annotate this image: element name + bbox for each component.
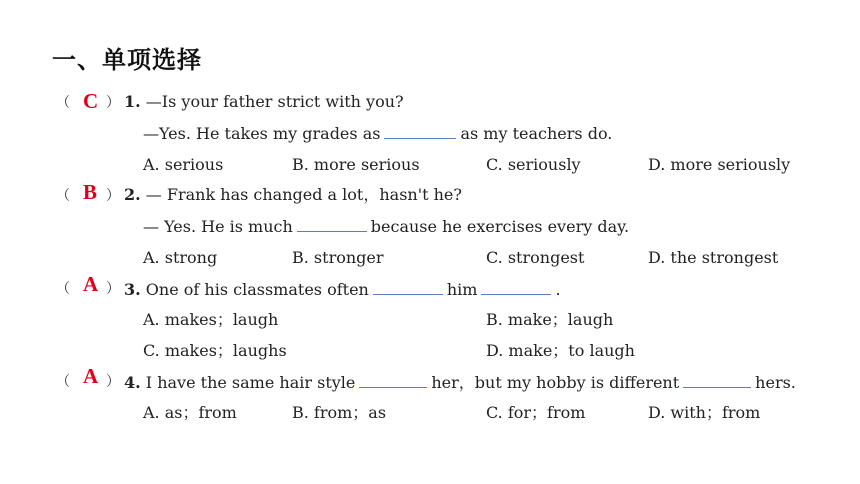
question-text-mid: her，but my hobby is different <box>431 373 680 392</box>
question-number: 2. <box>124 185 141 204</box>
paren-open: （ <box>56 188 70 204</box>
paren-close: ） <box>106 95 120 111</box>
question-text-end: hers. <box>755 373 796 392</box>
answer-blank[interactable] <box>384 123 456 139</box>
answer-4: A <box>83 364 99 388</box>
question-2-reply <box>143 216 629 237</box>
question-text: I have the same hair style <box>145 373 356 392</box>
section-title: 一、单项选择 <box>52 46 202 74</box>
paren-open: （ <box>56 281 70 297</box>
paren-open: （ <box>56 374 70 390</box>
option-d[interactable]: D. with；from <box>648 403 761 422</box>
option-b[interactable]: B. more serious <box>292 155 420 174</box>
question-number: 3. <box>124 280 141 299</box>
answer-blank-1[interactable] <box>373 279 443 295</box>
reply-text-end: as my teachers do. <box>460 124 613 143</box>
question-1-reply <box>143 123 612 144</box>
reply-text: — Yes. He is much <box>143 217 293 236</box>
question-3-stem <box>124 279 561 300</box>
option-a[interactable]: A. serious <box>143 155 224 174</box>
question-2-stem <box>124 185 462 205</box>
question-text-end: . <box>555 280 561 299</box>
option-b[interactable]: B. from；as <box>292 403 387 422</box>
question-number: 4. <box>124 373 141 392</box>
option-c[interactable]: C. for；from <box>486 403 586 422</box>
option-b[interactable]: B. make；laugh <box>486 310 614 329</box>
option-d[interactable]: D. more seriously <box>648 155 791 174</box>
question-4-stem <box>124 372 796 393</box>
answer-blank-2[interactable] <box>683 372 751 388</box>
reply-text: —Yes. He takes my grades as <box>143 124 381 143</box>
option-c[interactable]: C. strongest <box>486 248 585 267</box>
question-text: —Is your father strict with you? <box>145 92 404 111</box>
paren-open: （ <box>56 95 70 111</box>
answer-2: B <box>83 180 98 204</box>
answer-3: A <box>83 272 99 296</box>
option-b[interactable]: B. stronger <box>292 248 384 267</box>
answer-blank-2[interactable] <box>481 279 551 295</box>
question-number: 1. <box>124 92 141 111</box>
option-c[interactable]: C. seriously <box>486 155 581 174</box>
question-text-mid: him <box>446 280 478 299</box>
answer-blank[interactable] <box>297 216 367 232</box>
paren-close: ） <box>106 374 120 390</box>
paren-close: ） <box>106 281 120 297</box>
option-c[interactable]: C. makes；laughs <box>143 341 287 360</box>
option-d[interactable]: D. make；to laugh <box>486 341 635 360</box>
answer-1: C <box>83 89 99 113</box>
option-a[interactable]: A. as；from <box>143 403 237 422</box>
answer-blank-1[interactable] <box>359 372 427 388</box>
option-d[interactable]: D. the strongest <box>648 248 779 267</box>
question-text: One of his classmates often <box>145 280 369 299</box>
option-a[interactable]: A. strong <box>143 248 218 267</box>
option-a[interactable]: A. makes；laugh <box>143 310 279 329</box>
question-text: — Frank has changed a lot，hasn't he? <box>145 185 462 204</box>
question-1-stem <box>124 92 404 112</box>
reply-text-end: because he exercises every day. <box>370 217 630 236</box>
paren-close: ） <box>106 188 120 204</box>
